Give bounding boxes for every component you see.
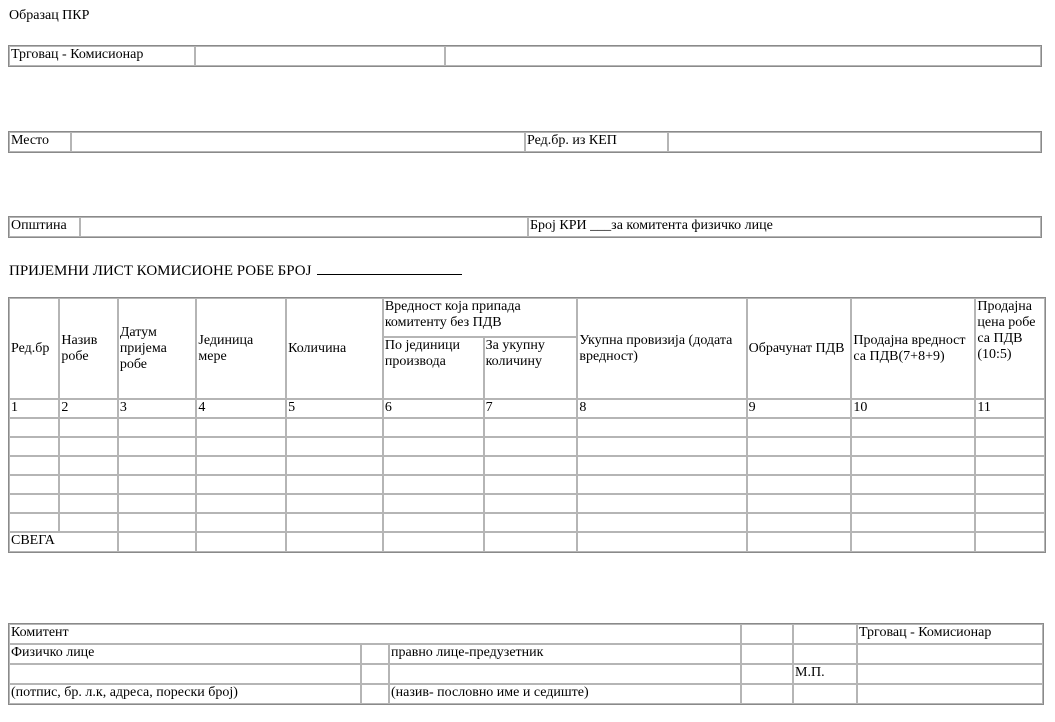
column-number: 9 xyxy=(747,399,852,418)
table-row[interactable] xyxy=(9,456,1045,475)
natural-caption: (потпис, бр. л.к, адреса, порески број) xyxy=(9,684,361,704)
municipality-table xyxy=(8,216,1042,238)
kep-field[interactable] xyxy=(668,132,1041,152)
column-number: 10 xyxy=(851,399,975,418)
column-number: 11 xyxy=(975,399,1045,418)
column-number: 3 xyxy=(118,399,197,418)
stamp-label: М.П. xyxy=(793,664,857,684)
place-table xyxy=(8,131,1042,153)
header-commission: Укупна провизија (додата вредност) xyxy=(577,298,746,399)
column-number: 8 xyxy=(577,399,746,418)
place-field[interactable] xyxy=(71,132,525,152)
total-row xyxy=(9,532,1045,552)
merchant-signature-field[interactable] xyxy=(857,664,1043,684)
table-row[interactable] xyxy=(9,513,1045,532)
kri-label: Број КРИ ___за комитента физичко лице xyxy=(528,217,1041,237)
signature-table xyxy=(8,623,1044,705)
column-number: 4 xyxy=(196,399,286,418)
kep-label: Ред.бр. из КЕП xyxy=(525,132,668,152)
header-total-qty: За укупну количину xyxy=(484,337,578,399)
column-number: 1 xyxy=(9,399,59,418)
form-code: Образац ПКР xyxy=(9,8,90,23)
column-number: 2 xyxy=(59,399,117,418)
header-quantity: Количина xyxy=(286,298,383,399)
merchant-table xyxy=(8,45,1042,67)
natural-signature-field[interactable] xyxy=(9,664,361,684)
header-vat: Обрачунат ПДВ xyxy=(747,298,852,399)
header-per-unit: По јединици производа xyxy=(383,337,484,399)
place-label: Место xyxy=(9,132,71,152)
header-sale-value: Продајна вредност са ПДВ(7+8+9) xyxy=(851,298,975,399)
legal-entity-label: правно лице-предузетник xyxy=(389,644,741,664)
table-row[interactable] xyxy=(9,494,1045,513)
goods-table xyxy=(8,297,1046,553)
table-row[interactable] xyxy=(9,418,1045,437)
header-goods-name: Назив робе xyxy=(59,298,117,399)
natural-person-label: Физичко лице xyxy=(9,644,361,664)
table-row[interactable] xyxy=(9,475,1045,494)
table-row[interactable] xyxy=(9,437,1045,456)
column-number: 5 xyxy=(286,399,383,418)
title-text: ПРИЈЕМНИ ЛИСТ КОМИСИОНЕ РОБЕ БРОЈ xyxy=(9,263,312,279)
header-receipt-date: Датум пријема робе xyxy=(118,298,197,399)
header-unit: Јединица мере xyxy=(196,298,286,399)
column-numbers-row xyxy=(9,399,1045,418)
merchant-label: Трговац - Комисионар xyxy=(9,46,195,66)
number-blank[interactable] xyxy=(317,260,462,275)
municipality-label: Општина xyxy=(9,217,80,237)
column-number: 7 xyxy=(484,399,578,418)
header-row-number: Ред.бр xyxy=(9,298,59,399)
document-title xyxy=(9,260,462,280)
legal-caption: (назив- пословно име и седиште) xyxy=(389,684,741,704)
total-label: СВЕГА xyxy=(9,532,118,552)
municipality-field[interactable] xyxy=(80,217,528,237)
merchant-field-1[interactable] xyxy=(195,46,445,66)
column-number: 6 xyxy=(383,399,484,418)
merchant-sign-label: Трговац - Комисионар xyxy=(857,624,1043,644)
consignor-label: Комитент xyxy=(9,624,741,644)
merchant-field-2[interactable] xyxy=(445,46,1041,66)
header-sale-price: Продајна цена робе са ПДВ (10:5) xyxy=(975,298,1045,399)
legal-signature-field[interactable] xyxy=(389,664,741,684)
header-consignor-value: Вредност која припада комитенту без ПДВ xyxy=(383,298,578,337)
